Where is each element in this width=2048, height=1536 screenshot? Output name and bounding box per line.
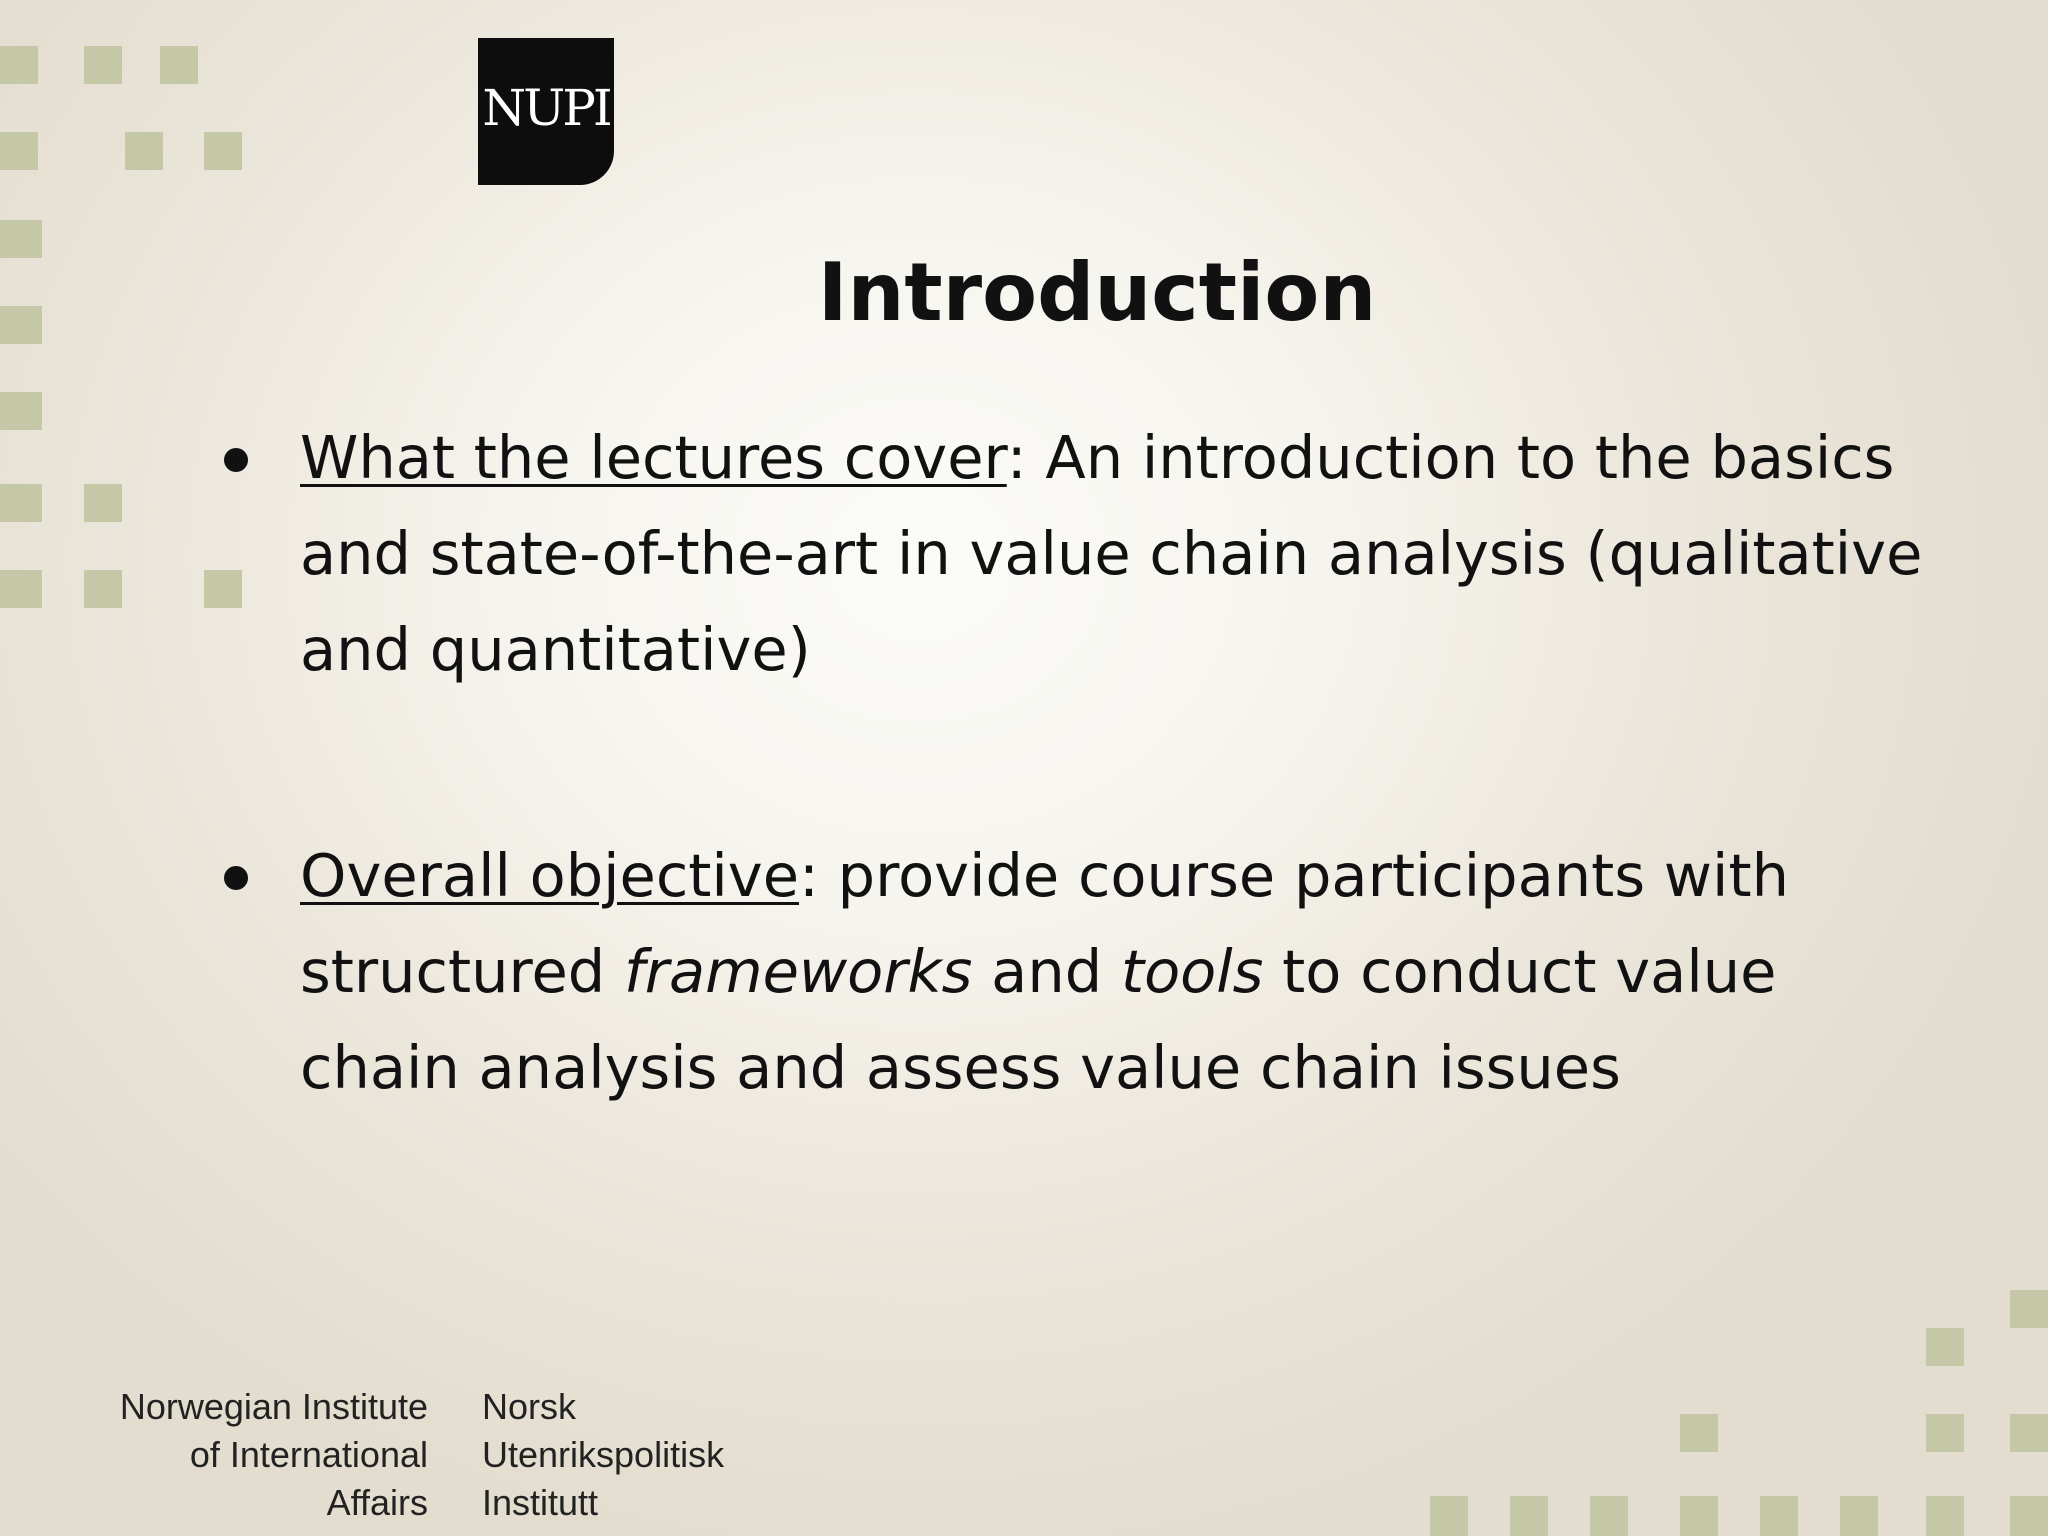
footer-line: Utenrikspolitisk — [482, 1434, 725, 1475]
bullet-item-objective — [224, 828, 1924, 1116]
footer-line: Norwegian Institute — [119, 1386, 428, 1427]
bullet-text: : An introduction to the basics and state-of-the-art in value chain analysis (qualitative and quantitative) — [300, 423, 1923, 684]
emphasis-tools: tools — [1120, 937, 1264, 1006]
footer-english-name — [60, 1383, 428, 1527]
footer-norwegian-name — [482, 1383, 882, 1527]
logo-text: NUPI — [482, 78, 610, 137]
bullet-label: Overall objective — [300, 841, 800, 910]
bullet-dot-icon — [224, 448, 248, 472]
footer-line: Norsk — [482, 1386, 577, 1427]
bullet-text: to conduct value chain analysis and assess value chain issues — [300, 937, 1777, 1102]
bullet-item-lectures — [224, 410, 1924, 698]
nupi-logo — [478, 38, 614, 185]
footer-line: Affairs — [326, 1482, 428, 1523]
bullet-list — [224, 410, 1924, 1246]
footer-line: Institutt — [482, 1482, 599, 1523]
bullet-text: : provide course participants with structured — [300, 841, 1789, 1006]
bullet-text: and — [972, 937, 1121, 1006]
emphasis-frameworks: frameworks — [623, 937, 973, 1006]
footer-line: of International — [189, 1434, 428, 1475]
bullet-dot-icon — [224, 866, 248, 890]
bullet-label: What the lectures cover — [300, 423, 1007, 492]
slide-title: Introduction — [817, 246, 1377, 339]
